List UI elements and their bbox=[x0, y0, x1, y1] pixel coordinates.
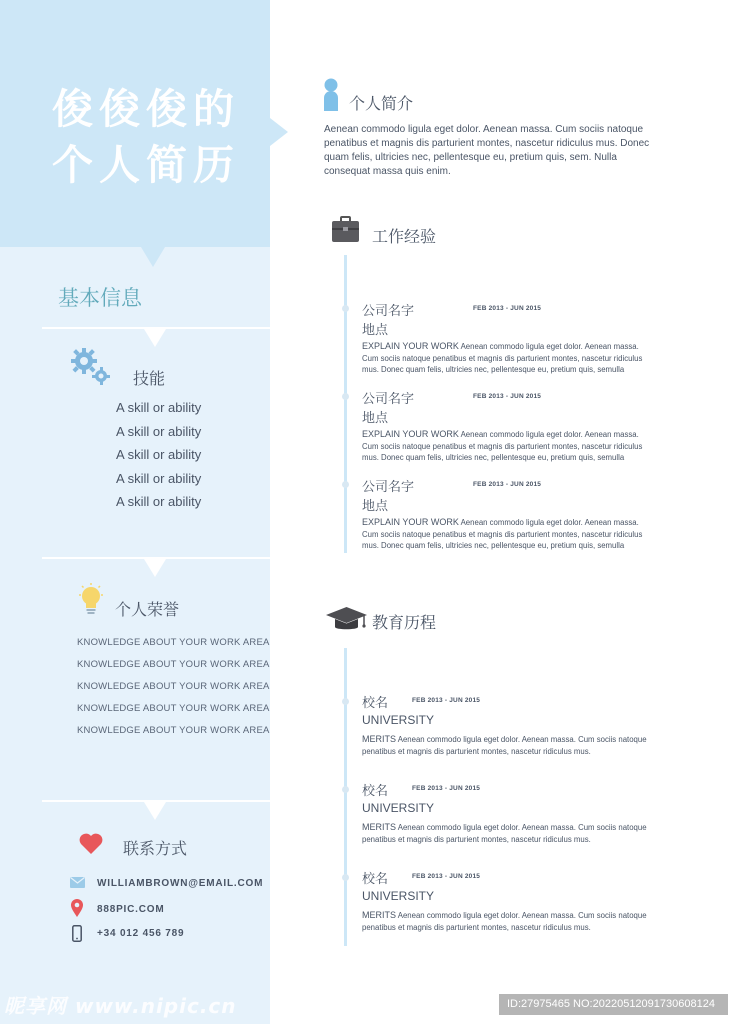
work-desc-text: Aenean commodo ligula eget dolor. Aenean massa. Cum sociis natoque penatibus et magnis dis parturient montes, nascetur ridiculus mus. Donec quam felis, ultricies nec, pellentesque eu, pretium quis, semulla bbox=[362, 430, 643, 462]
graduation-cap-icon bbox=[325, 606, 368, 633]
phone-icon bbox=[72, 925, 82, 942]
work-lead: EXPLAIN YOUR WORK bbox=[362, 517, 459, 527]
heart-icon bbox=[79, 833, 103, 855]
timeline-dot bbox=[342, 393, 349, 400]
timeline-dot bbox=[342, 786, 349, 793]
education-desc-text: Aenean commodo ligula eget dolor. Aenean massa. Cum sociis natoque penatibus et magnis dis parturient montes, nascetur ridiculus mus. bbox=[362, 735, 647, 756]
watermark-id: ID:27975465 NO:20220512091730608124 bbox=[499, 994, 728, 1015]
basic-info-heading: 基本信息 bbox=[58, 286, 142, 310]
work-date: FEB 2013 - JUN 2015 bbox=[473, 481, 542, 488]
envelope-icon bbox=[70, 877, 85, 888]
resume-title-line2: 个人简历 bbox=[52, 141, 240, 189]
watermark-site: 昵享网 www.nipic.cn bbox=[4, 994, 237, 1018]
divider-arrow-honors bbox=[144, 559, 166, 577]
skill-item: A skill or ability bbox=[116, 400, 202, 415]
timeline-dot bbox=[342, 874, 349, 881]
gears-icon bbox=[70, 346, 112, 386]
work-location: 地点 bbox=[362, 323, 389, 338]
education-date: FEB 2013 - JUN 2015 bbox=[412, 785, 481, 792]
profile-heading: 个人简介 bbox=[349, 94, 414, 113]
timeline-dot bbox=[342, 481, 349, 488]
skills-heading: 技能 bbox=[133, 369, 166, 388]
work-company: 公司名字 bbox=[362, 480, 415, 495]
skill-item: A skill or ability bbox=[116, 424, 202, 439]
divider-arrow-skills bbox=[144, 329, 166, 347]
honor-item: KNOWLEDGE ABOUT YOUR WORK AREA bbox=[77, 637, 270, 648]
education-description bbox=[362, 910, 657, 933]
education-heading: 教育历程 bbox=[372, 613, 437, 632]
work-heading: 工作经验 bbox=[372, 227, 437, 246]
work-description bbox=[362, 341, 657, 376]
contact-email[interactable]: WILLIAMBROWN@EMAIL.COM bbox=[97, 878, 264, 889]
education-degree: UNIVERSITY bbox=[362, 801, 435, 815]
honors-heading: 个人荣誉 bbox=[115, 600, 180, 619]
work-desc-text: Aenean commodo ligula eget dolor. Aenean massa. Cum sociis natoque penatibus et magnis dis parturient montes, nascetur ridiculus mus. Donec quam felis, ultricies nec, pellentesque eu, pretium quis, semulla bbox=[362, 518, 643, 550]
work-date: FEB 2013 - JUN 2015 bbox=[473, 393, 542, 400]
education-lead: MERITS bbox=[362, 910, 397, 920]
work-lead: EXPLAIN YOUR WORK bbox=[362, 429, 459, 439]
education-date: FEB 2013 - JUN 2015 bbox=[412, 697, 481, 704]
work-timeline bbox=[344, 255, 347, 553]
skill-item: A skill or ability bbox=[116, 447, 202, 462]
work-lead: EXPLAIN YOUR WORK bbox=[362, 341, 459, 351]
education-desc-text: Aenean commodo ligula eget dolor. Aenean massa. Cum sociis natoque penatibus et magnis dis parturient montes, nascetur ridiculus mus. bbox=[362, 911, 647, 932]
resume-title-line1: 俊俊俊的 bbox=[52, 85, 240, 133]
education-lead: MERITS bbox=[362, 734, 397, 744]
contact-website[interactable]: 888PIC.COM bbox=[97, 904, 165, 915]
education-degree: UNIVERSITY bbox=[362, 889, 435, 903]
school-name: 校名 bbox=[362, 696, 389, 711]
education-degree: UNIVERSITY bbox=[362, 713, 435, 727]
school-name: 校名 bbox=[362, 784, 389, 799]
honor-item: KNOWLEDGE ABOUT YOUR WORK AREA bbox=[77, 703, 270, 714]
skill-item: A skill or ability bbox=[116, 471, 202, 486]
divider-arrow-contact bbox=[144, 802, 166, 820]
contact-phone[interactable]: +34 012 456 789 bbox=[97, 928, 185, 939]
timeline-dot bbox=[342, 698, 349, 705]
timeline-dot bbox=[342, 305, 349, 312]
work-location: 地点 bbox=[362, 499, 389, 514]
work-company: 公司名字 bbox=[362, 392, 415, 407]
header-arrow-down bbox=[141, 247, 165, 267]
lightbulb-icon bbox=[78, 583, 104, 617]
work-company: 公司名字 bbox=[362, 304, 415, 319]
education-description bbox=[362, 822, 657, 845]
person-icon bbox=[323, 78, 339, 112]
education-date: FEB 2013 - JUN 2015 bbox=[412, 873, 481, 880]
work-location: 地点 bbox=[362, 411, 389, 426]
school-name: 校名 bbox=[362, 872, 389, 887]
honor-item: KNOWLEDGE ABOUT YOUR WORK AREA bbox=[77, 725, 270, 736]
education-timeline bbox=[344, 648, 347, 946]
work-description bbox=[362, 429, 657, 464]
header-arrow-right bbox=[270, 118, 288, 146]
honor-item: KNOWLEDGE ABOUT YOUR WORK AREA bbox=[77, 659, 270, 670]
honor-item: KNOWLEDGE ABOUT YOUR WORK AREA bbox=[77, 681, 270, 692]
contact-heading: 联系方式 bbox=[123, 839, 188, 858]
education-description bbox=[362, 734, 657, 757]
education-lead: MERITS bbox=[362, 822, 397, 832]
work-desc-text: Aenean commodo ligula eget dolor. Aenean massa. Cum sociis natoque penatibus et magnis dis parturient montes, nascetur ridiculus mus. Donec quam felis, ultricies nec, pellentesque eu, pretium quis, semulla bbox=[362, 342, 643, 374]
briefcase-icon bbox=[331, 216, 360, 243]
work-date: FEB 2013 - JUN 2015 bbox=[473, 305, 542, 312]
skill-item: A skill or ability bbox=[116, 494, 202, 509]
location-pin-icon bbox=[70, 898, 84, 918]
work-description bbox=[362, 517, 657, 552]
education-desc-text: Aenean commodo ligula eget dolor. Aenean massa. Cum sociis natoque penatibus et magnis dis parturient montes, nascetur ridiculus mus. bbox=[362, 823, 647, 844]
profile-text: Aenean commodo ligula eget dolor. Aenean massa. Cum sociis natoque penatibus et magnis dis parturient montes, nascetur ridiculus mus. Donec quam felis, ultricies nec, pellentesque eu, pretium quis, sem. Nulla consequat massa quis enim. bbox=[324, 124, 650, 177]
